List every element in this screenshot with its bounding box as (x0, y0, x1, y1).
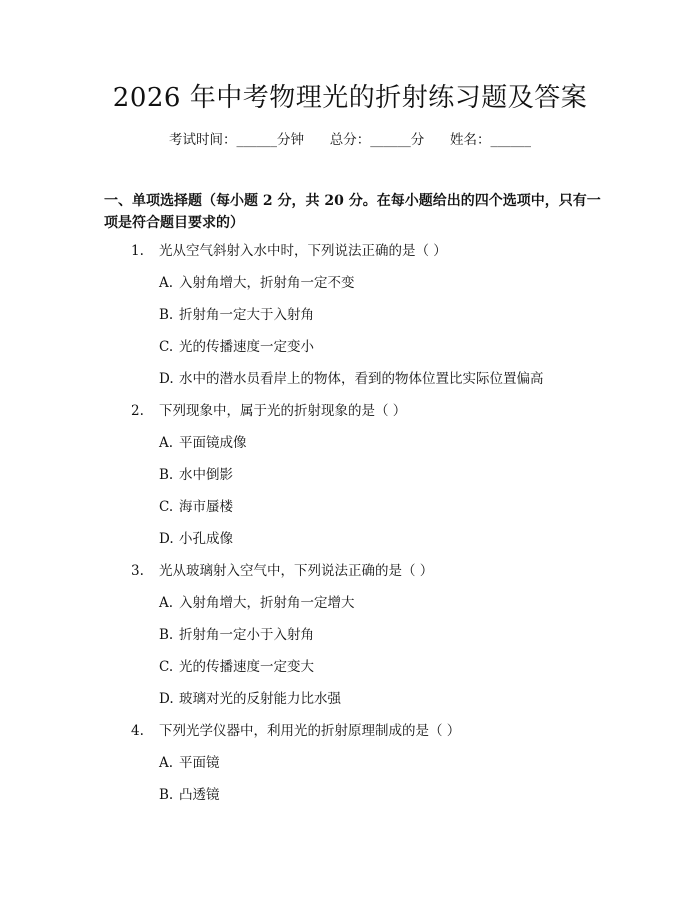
question-4 (0, 720, 700, 752)
option-text: 水中的潜水员看岸上的物体，看到的物体位置比实际位置偏高 (179, 371, 544, 387)
option-letter: A. (159, 275, 174, 291)
option-letter: A. (159, 435, 174, 451)
option-letter: B. (159, 787, 174, 803)
option-letter: D. (159, 371, 174, 387)
question-2-option-d (0, 528, 700, 560)
time-blank: ______ (236, 132, 277, 148)
question-number: 1. (131, 243, 144, 259)
question-3-option-a (0, 592, 700, 624)
option-letter: B. (159, 467, 174, 483)
option-text: 折射角一定小于入射角 (179, 627, 314, 643)
question-text: 下列光学仪器中，利用光的折射原理制成的是（ ） (159, 723, 461, 739)
option-letter: A. (159, 755, 174, 771)
question-list (0, 240, 700, 816)
option-letter: C. (159, 499, 174, 515)
option-text: 凸透镜 (179, 787, 220, 803)
question-3 (0, 560, 700, 592)
option-letter: B. (159, 307, 174, 323)
option-text: 平面镜成像 (179, 435, 247, 451)
option-text: 折射角一定大于入射角 (179, 307, 314, 323)
option-text: 入射角增大，折射角一定不变 (179, 275, 355, 291)
question-3-option-c (0, 656, 700, 688)
score-blank: ______ (370, 132, 411, 148)
name-blank: ______ (490, 132, 531, 148)
question-text: 下列现象中，属于光的折射现象的是（ ） (159, 403, 407, 419)
option-text: 海市蜃楼 (179, 499, 233, 515)
question-3-option-b (0, 624, 700, 656)
score-label: 总分： (329, 132, 371, 148)
question-3-option-d (0, 688, 700, 720)
question-1-option-a (0, 272, 700, 304)
option-text: 水中倒影 (179, 467, 233, 483)
question-number: 3. (131, 563, 144, 579)
question-2-option-a (0, 432, 700, 464)
question-1-option-b (0, 304, 700, 336)
option-letter: C. (159, 659, 174, 675)
question-4-option-a (0, 752, 700, 784)
question-2 (0, 400, 700, 432)
question-text: 光从玻璃射入空气中，下列说法正确的是（ ） (159, 563, 434, 579)
option-text: 光的传播速度一定变大 (179, 659, 314, 675)
name-label: 姓名： (450, 132, 491, 148)
option-text: 玻璃对光的反射能力比水强 (179, 691, 341, 707)
option-text: 入射角增大，折射角一定增大 (179, 595, 355, 611)
question-number: 2. (131, 403, 144, 419)
option-letter: A. (159, 595, 174, 611)
question-1-option-d (0, 368, 700, 400)
score-unit: 分 (410, 132, 425, 148)
option-letter: C. (159, 339, 174, 355)
time-label: 考试时间： (169, 132, 237, 148)
time-unit: 分钟 (277, 132, 304, 148)
option-letter: D. (159, 691, 174, 707)
question-2-option-c (0, 496, 700, 528)
exam-info-line (0, 130, 700, 150)
option-letter: B. (159, 627, 174, 643)
option-text: 平面镜 (179, 755, 220, 771)
section-heading: 一、单项选择题（每小题 2 分，共 20 分。在每小题给出的四个选项中，只有一项是符合题目要求的） (104, 193, 601, 231)
option-letter: D. (159, 531, 174, 547)
question-1 (0, 240, 700, 272)
question-text: 光从空气斜射入水中时，下列说法正确的是（ ） (159, 243, 447, 259)
option-text: 小孔成像 (179, 531, 233, 547)
question-number: 4. (131, 723, 144, 739)
document-title: 2026 年中考物理光的折射练习题及答案 (112, 83, 588, 113)
question-4-option-b (0, 784, 700, 816)
question-1-option-c (0, 336, 700, 368)
question-2-option-b (0, 464, 700, 496)
option-text: 光的传播速度一定变小 (179, 339, 314, 355)
